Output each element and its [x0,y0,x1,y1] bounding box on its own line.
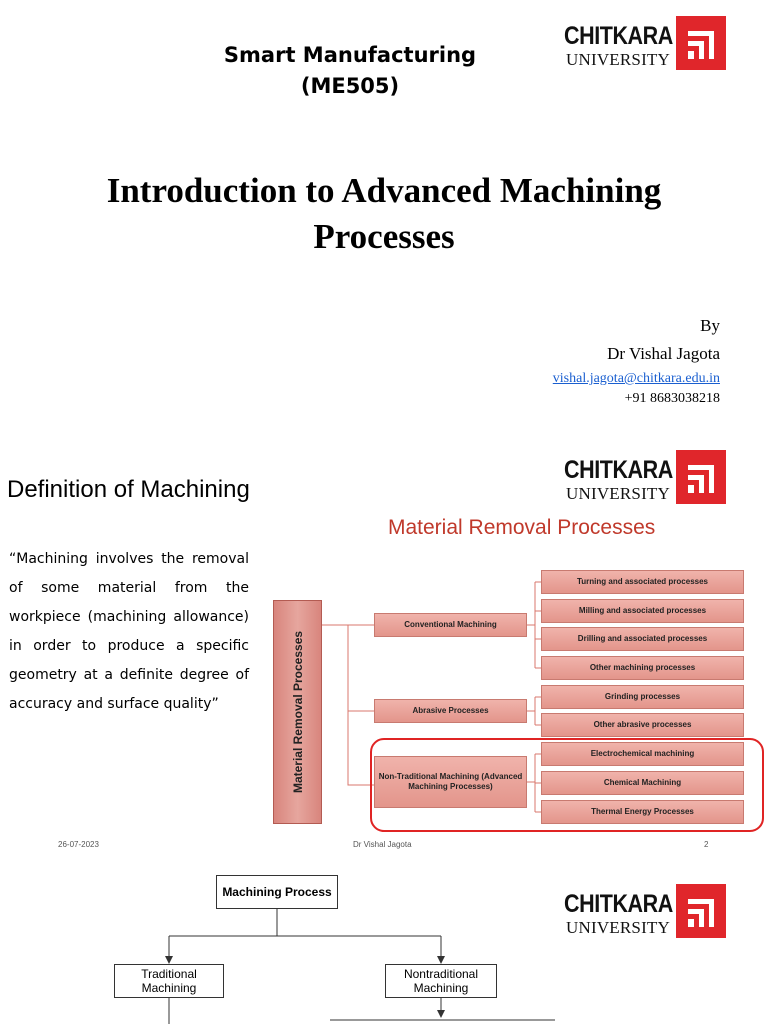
process-grinding: Grinding processes [541,685,744,709]
chitkara-logo: CHITKARA UNIVERSITY [564,450,726,506]
process-other-abrasive: Other abrasive processes [541,713,744,737]
process-turning: Turning and associated processes [541,570,744,594]
flowchart-connectors [0,862,768,1024]
slide-definition [0,430,768,862]
chitkara-logo: CHITKARA UNIVERSITY [564,884,726,940]
course-title: Smart Manufacturing (ME505) [223,43,477,98]
group-conventional-machining: Conventional Machining [374,613,527,637]
node-nontraditional-machining: Nontraditional Machining [385,964,497,998]
process-electrochemical: Electrochemical machining [541,742,744,766]
node-traditional-machining: Traditional Machining [114,964,224,998]
non-traditional-highlight [370,738,764,832]
author-email-link[interactable]: vishal.jagota@chitkara.edu.in [552,371,720,386]
process-milling: Milling and associated processes [541,599,744,623]
footer-date: 26-07-2023 [58,840,99,849]
chitkara-logo: CHITKARA UNIVERSITY [564,16,726,72]
process-chemical: Chemical Machining [541,771,744,795]
process-thermal-energy: Thermal Energy Processes [541,800,744,824]
process-other-machining: Other machining processes [541,656,744,680]
logo-mark-icon [676,16,726,70]
author-phone: +91 8683038218 [624,391,720,406]
group-abrasive-processes: Abrasive Processes [374,699,527,723]
by-label: By [700,316,720,335]
node-machining-process: Machining Process [216,875,338,909]
slide-machining-process [0,862,768,1024]
author-name: Dr Vishal Jagota [607,344,720,363]
machining-definition-quote: “Machining involves the removal of some material from the workpiece (machining allowance) in order to produce a specific geometry at a definite degree of accuracy and surface quality” [9,551,249,712]
presentation-title: Introduction to Advanced Machining Processes [106,171,662,256]
group-non-traditional-machining: Non-Traditional Machining (Advanced Machining Processes) [374,756,527,808]
slide-heading: Definition of Machining [7,476,250,503]
footer-author: Dr Vishal Jagota [353,840,412,849]
slide-title [0,0,768,430]
diagram-root-box: Material Removal Processes [273,600,322,824]
footer-page-number: 2 [704,840,709,849]
process-drilling: Drilling and associated processes [541,627,744,651]
diagram-title: Material Removal Processes [388,516,656,539]
